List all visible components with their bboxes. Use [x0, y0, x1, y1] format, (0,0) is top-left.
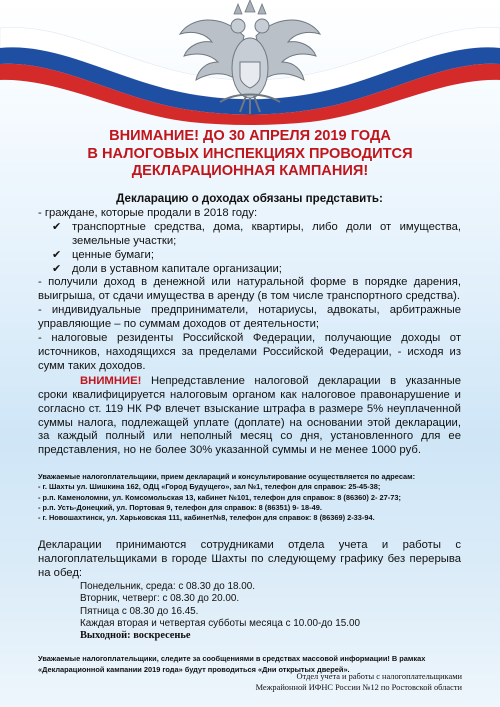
schedule-row: Понедельник, среда: с 08.30 до 18.00.	[80, 580, 255, 592]
check-mark-icon: ✔	[52, 262, 62, 275]
warning-label: ВНИМНИЕ!	[80, 374, 142, 387]
list-item	[52, 249, 461, 263]
title-line: В НАЛОГОВЫХ ИНСПЕКЦИЯХ ПРОВОДИТСЯ	[87, 145, 413, 162]
list-item-text: ценные бумаги;	[72, 248, 155, 261]
entrepreneurs-paragraph: - индивидуальные предприниматели, нотариусы, адвокаты, арбитражные управляющие – по суммам доходов от деятельности;	[38, 304, 461, 331]
income-paragraph: - получили доход в денежной или натуральной форме в порядке дарения, выигрыша, от сдачи имущества в аренду (в том числе транспортного средства).	[38, 276, 461, 303]
office-address: - р.п. Усть-Донецкий, ул. Портовая 9, телефон для справок: 8 (86351) 9- 18-49.	[38, 502, 322, 512]
warning-text: Непредставление налоговой декларации в указанные сроки квалифицируется налоговым органом как налоговое правонарушение и согласно ст. 119 НК РФ влечет взыскание штрафа в размере 5% неуплаченной суммы налога, подлежащей уплате (доплате) на основании этой декларации, за каждый полный или неполный месяц со дня, установленного для ее представления, но не более 30% указанной суммы и не менее 1000 руб.	[38, 374, 461, 457]
open-doors-notice: Уважаемые налогоплательщики, следите за сообщениями в средствах массовой информации! В рамках «Декларационной кампании 2019 года» будут проводиться «Дни открытых дверей».	[38, 654, 426, 674]
day-off: Выходной: воскресенье	[80, 630, 191, 642]
title-line: ДЕКЛАРАЦИОННАЯ КАМПАНИЯ!	[131, 163, 369, 180]
office-address: - г. Шахты ул. Шишкина 162, ОДЦ «Город Будущего», зал №1, телефон для справок: 25-45-38;	[38, 482, 381, 492]
schedule-intro: Декларации принимаются сотрудниками отдела учета и работы с налогоплательщиками в городе Шахты по следующему графику без перерыва на обед:	[38, 539, 461, 580]
penalty-warning	[38, 375, 461, 458]
campaign-title	[0, 128, 500, 181]
list-item-text: доли в уставном капитале организации;	[72, 262, 282, 275]
citizens-intro: - граждане, которые продали в 2018 году:	[38, 206, 258, 219]
check-mark-icon: ✔	[52, 248, 62, 261]
obligation-heading: Декларацию о доходах обязаны представить:	[116, 192, 383, 205]
title-line: ВНИМАНИЕ! ДО 30 АПРЕЛЯ 2019 ГОДА	[109, 128, 391, 144]
signature-line: Отдел учета и работы с налогоплательщиками	[296, 672, 462, 681]
list-item	[52, 263, 461, 277]
list-item	[52, 221, 461, 249]
schedule-row: Вторник, четверг: с 08.30 до 20.00.	[80, 593, 240, 605]
residents-paragraph: - налоговые резиденты Российской Федерации, получающие доходы от источников, находящихся за пределами Российской Федерации, - исходя из сумм таких доходов.	[38, 332, 461, 372]
signature-block	[256, 671, 462, 693]
leaflet-body	[38, 192, 461, 675]
emblem-banner	[0, 0, 500, 125]
check-mark-icon: ✔	[52, 220, 62, 233]
schedule-row: Пятница с 08.30 до 16.45.	[80, 605, 199, 617]
list-item-text: транспортные средства, дома, квартиры, либо доли от имущества, земельные участки;	[72, 220, 461, 247]
office-address: - р.п. Каменоломни, ул. Комсомольская 13, кабинет №101, телефон для справок: 8 (86360) 2- 27-73;	[38, 492, 401, 502]
schedule-list	[38, 581, 461, 642]
schedule-row: Каждая вторая и четвертая субботы месяца с 10.00-до 15.00	[80, 617, 360, 629]
office-address: - г. Новошахтинск, ул. Харьковская 111, кабинет№8, телефон для справок: 8 (86369) 2-33-94.	[38, 513, 375, 523]
offices-intro: Уважаемые налогоплательщики, прием деклараций и консультирование осуществляется по адресам:	[38, 472, 416, 482]
offices-block	[38, 472, 461, 523]
sold-property-list	[38, 221, 461, 277]
signature-line: Межрайонной ИФНС России №12 по Ростовской области	[255, 683, 462, 692]
